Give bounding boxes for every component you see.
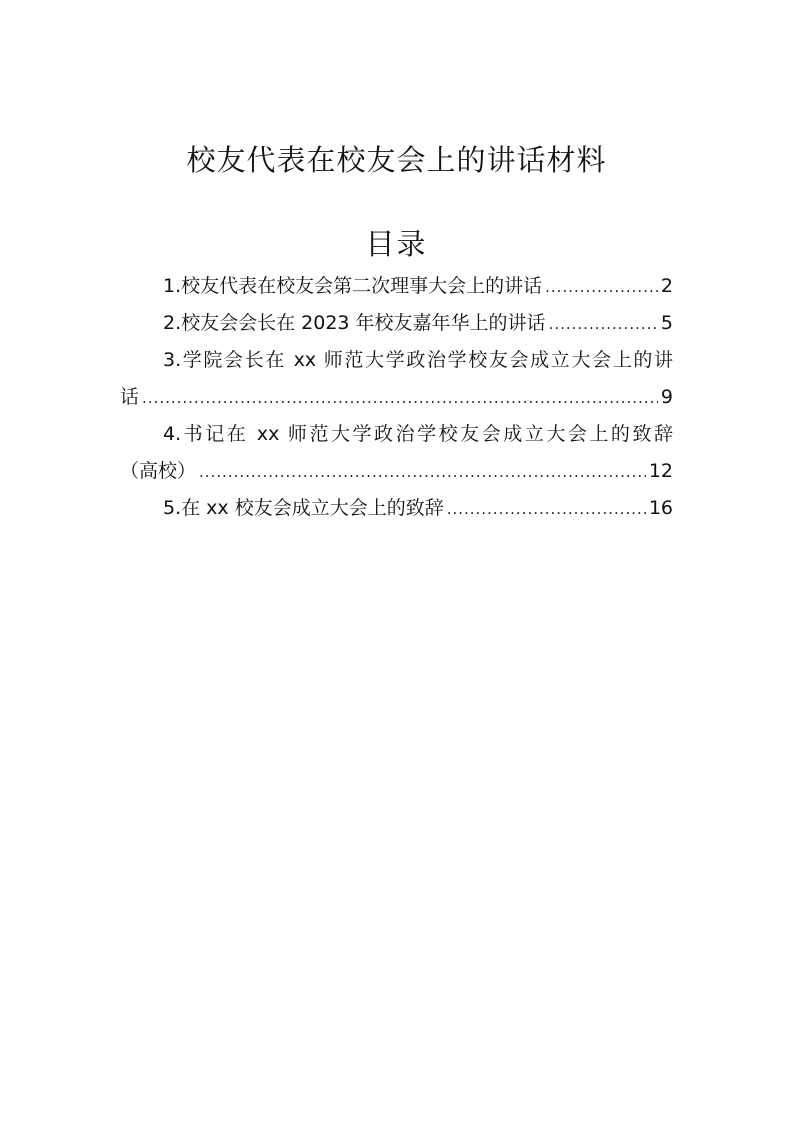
toc-entry-5-title: 5.在 xx 校友会成立大会上的致辞	[163, 497, 444, 519]
toc-entry-1[interactable]	[120, 268, 673, 305]
table-of-contents	[120, 268, 673, 527]
toc-entry-5[interactable]	[120, 490, 673, 527]
toc-entry-4-page: 12	[648, 460, 673, 482]
toc-leader-dots	[545, 269, 658, 306]
toc-entry-2-title: 2.校友会会长在 2023 年校友嘉年华上的讲话	[163, 312, 546, 334]
toc-leader-dots	[549, 306, 658, 343]
toc-entry-4[interactable]	[120, 416, 673, 490]
toc-entry-1-title: 1.校友代表在校友会第二次理事大会上的讲话	[163, 275, 543, 297]
toc-entry-3[interactable]	[120, 342, 673, 416]
toc-entry-1-page: 2	[660, 275, 673, 297]
toc-leader-dots	[199, 454, 646, 491]
toc-entry-5-page: 16	[648, 497, 673, 519]
toc-entry-2-page: 5	[660, 312, 673, 334]
toc-leader-dots	[447, 491, 646, 528]
document-title: 校友代表在校友会上的讲话材料	[186, 143, 607, 177]
toc-entry-4-title-line1: 4.书记在 xx 师范大学政治学校友会成立大会上的致辞	[163, 423, 673, 445]
toc-entry-3-title-line2: 话	[120, 386, 140, 408]
toc-entry-2[interactable]	[120, 305, 673, 342]
toc-heading: 目录	[365, 227, 428, 261]
toc-leader-dots	[142, 380, 658, 417]
toc-entry-3-title-line1: 3.学院会长在 xx 师范大学政治学校友会成立大会上的讲	[163, 349, 673, 371]
toc-entry-4-title-line2: （高校）	[120, 460, 197, 482]
toc-entry-3-page: 9	[660, 386, 673, 408]
